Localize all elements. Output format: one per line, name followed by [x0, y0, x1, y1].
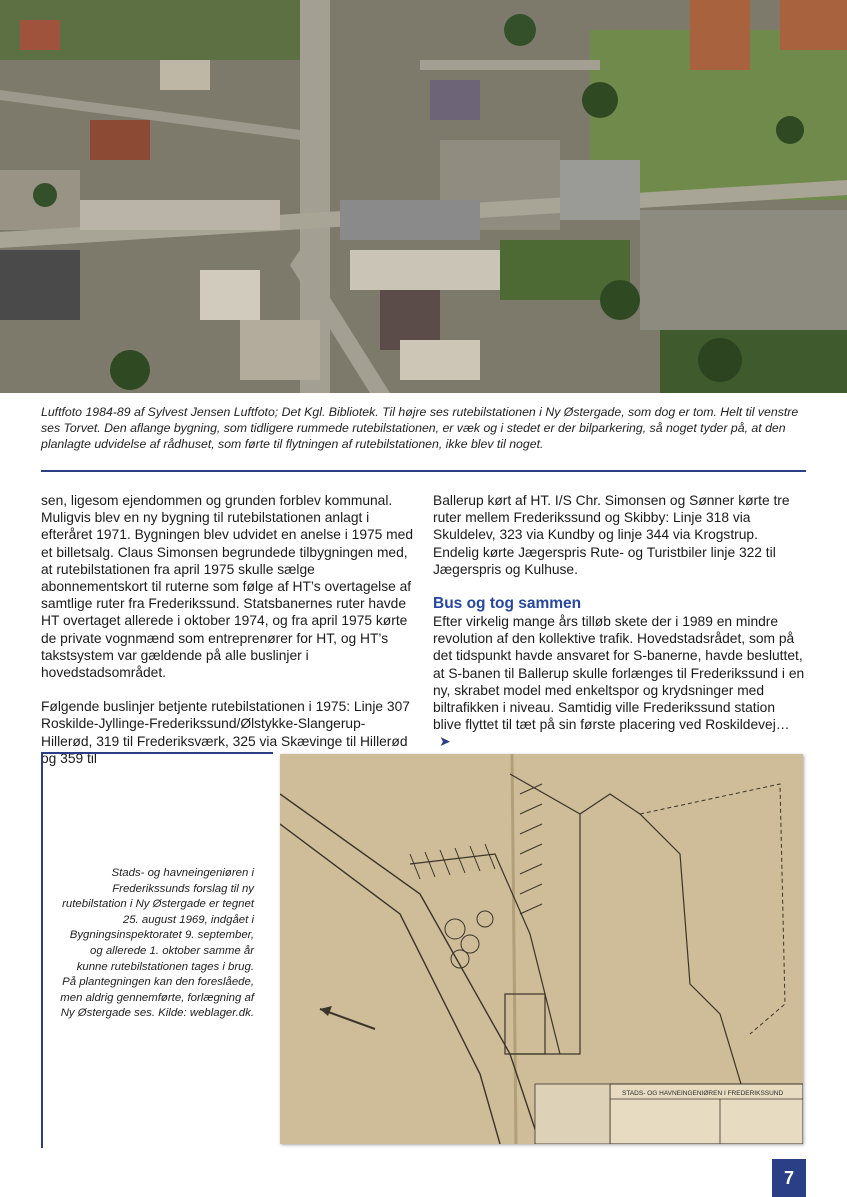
article-paragraph: Ballerup kørt af HT. I/S Chr. Simonsen og Sønner kørte tre ruter mellem Frederikssund og Skibby: Linje 318 via Skuldelev, 323 via Kundby og linje 344 via Krogstrup. Endelig kørte Jægerspris Rute- og Turistbiler linje 322 til Jægerspris og Kulhuse. [433, 493, 790, 577]
section-heading: Bus og tog sammen [433, 595, 582, 613]
photo-caption: Luftfoto 1984-89 af Sylvest Jensen Luftfoto; Det Kgl. Bibliotek. Til højre ses rutebilstationen i Ny Østergade, som dog er tom. Helt til venstre ses Torvet. Den aflange bygning, som tidligere rummede rutebilstationen, er væk og i stedet er der bilparkering, så noget tyder på, at den planlagte udvidelse af rådhuset, som førte til flytningen af rutebilstationen, ikke blev til noget. [41, 405, 799, 451]
article-paragraph: Følgende buslinjer betjente rutebilstationen i 1975: Linje 307 Roskilde-Jyllinge-Frederikssund/Ølstykke-Slangerup-Hillerød, 319 til Frederiksværk, 325 via Skævinge til Hillerød og 359 til [41, 699, 410, 766]
aerial-photo [0, 0, 847, 393]
page-number: 7 [772, 1159, 806, 1197]
caption-box-left-border [41, 752, 43, 1148]
article-paragraph: sen, ligesom ejendommen og grunden forblev kommunal. Muligvis blev en ny bygning til rutebilstationen anlagt i efteråret 1971. Bygningen blev udvidet en anelse i 1975 med et billetsalg. Claus Simonsen begrundede tilbygningen med, at rutebilstationen fra april 1975 skulle sælge abonnementskort til ruterne som følge af HT’s overtagelse af samtlige ruter fra Frederikssund. Statsbanernes ruter havde HT overtaget allerede i oktober 1974, og fra april 1975 kørte de private vognmænd som entreprenører for HT, og HT’s takstsystem var gældende på alle buslinjer i hovedstadsområdet. [41, 493, 414, 681]
plan-caption: Stads- og havneingeniøren i Frederikssunds forslag til ny rutebilstation i Ny Østergade er tegnet 25. august 1969, indgået i Bygningsinspektoratet 9. september, og allerede 1. oktober samme år kunne rutebilstationen tages i brug. På plantegningen kan den foreslåede, men aldrig gennemførte, forlægning af Ny Østergade ses. Kilde: weblager.dk. [60, 867, 254, 1020]
article-paragraph [433, 613, 805, 751]
article-column-left [41, 492, 413, 767]
caption-box-top-border [41, 752, 273, 754]
site-plan-drawing [280, 754, 803, 1144]
caption-divider [41, 470, 806, 472]
arrow-right-icon: ➤ [439, 733, 451, 750]
plan-title-block: STADS- OG HAVNEINGENIØREN I FREDERIKSSUND [622, 1090, 784, 1097]
article-column-right [433, 492, 805, 751]
article-text: Efter virkelig mange års tilløb skete der i 1989 en mindre revolution af den kollektive trafik. Hovedstadsrådet, som på det tidspunkt havde ansvaret for S-banerne, havde besluttet, at S-banen til Ballerup skulle forlænges til Frederikssund i en ny, skrabet model med enkeltspor og krydsninger med biltrafikken i niveau. Samtidig ville Frederikssund station blive flyttet til tæt på sin første placering ved Roskildevej… [433, 614, 805, 733]
